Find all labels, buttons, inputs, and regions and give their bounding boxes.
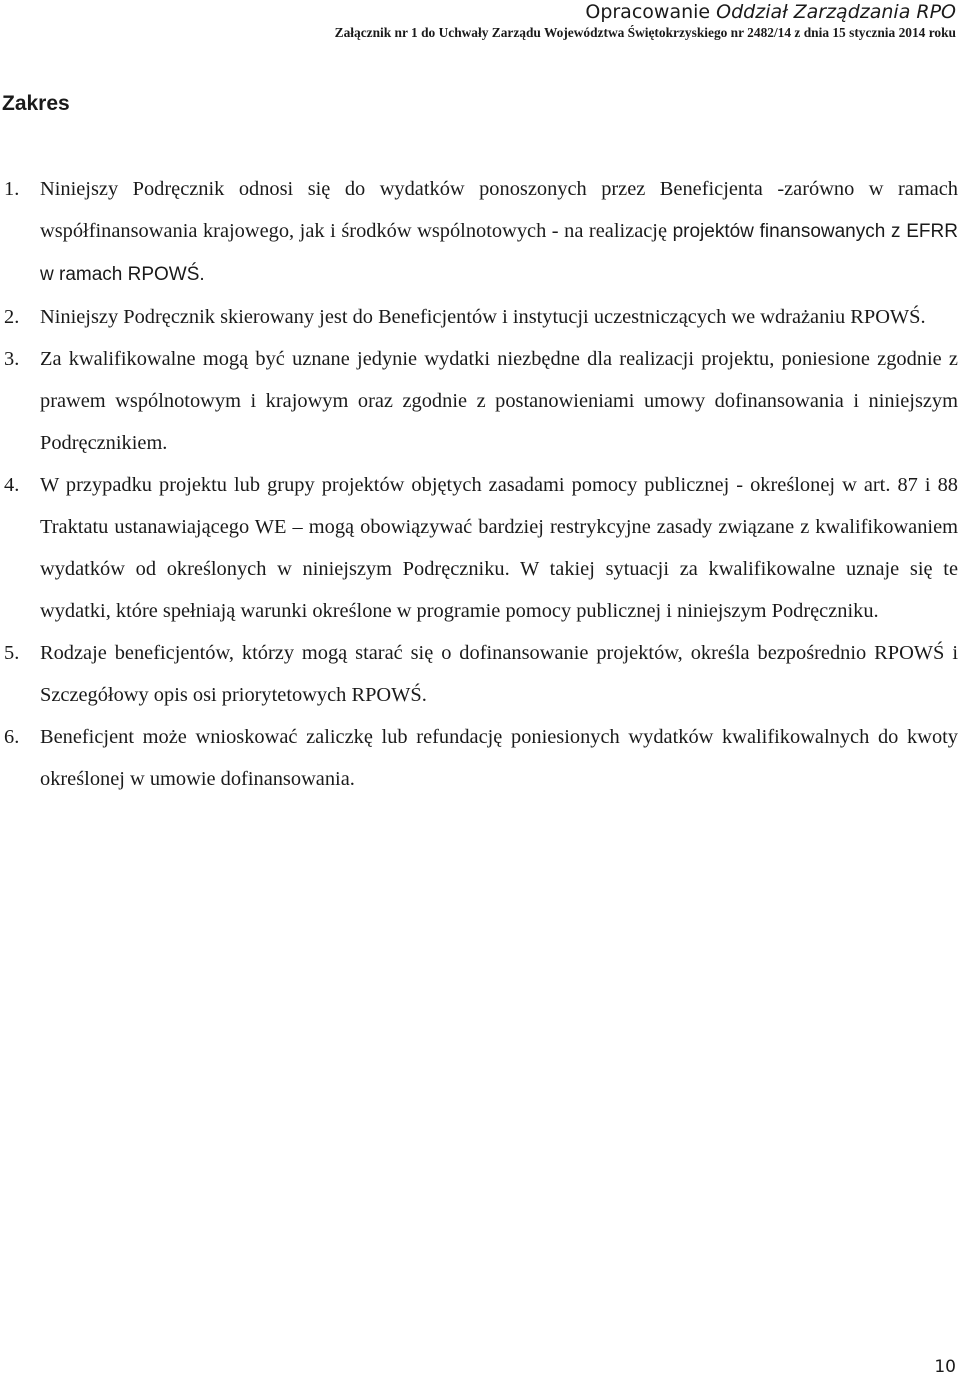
list-item [0, 464, 958, 632]
list-item-text: W przypadku projektu lub grupy projektów objętych zasadami pomocy publicznej - określonej w art. 87 i 88 Traktatu ustanawiającego WE – mogą obowiązywać bardziej restrykcyjne zasady związane z kwalifikowaniem wydatków od określonych w niniejszym Podręczniku. W takiej sytuacji za kwalifikowalne uznaje się te wydatki, które spełniają warunki określone w programie pomocy publicznej i niniejszym Podręczniku. [40, 474, 958, 622]
list-item [0, 632, 958, 716]
list-item-text: Beneficjent może wnioskować zaliczkę lub refundację poniesionych wydatków kwalifikowalnych do kwoty określonej w umowie dofinansowania. [40, 726, 958, 790]
list-item-text: Za kwalifikowalne mogą być uznane jedynie wydatki niezbędne dla realizacji projektu, poniesione zgodnie z prawem wspólnotowym i krajowym oraz zgodnie z postanowieniami umowy dofinansowania i niniejszym Podręcznikiem. [40, 348, 958, 454]
list-item [0, 338, 958, 464]
list-item-number: 1. [4, 178, 20, 200]
list-item [0, 296, 958, 338]
list-item-number: 6. [4, 726, 20, 748]
list-item-number: 5. [4, 642, 20, 664]
provisions-list [0, 168, 958, 800]
header-subtitle: Załącznik nr 1 do Uchwały Zarządu Województwa Świętokrzyskiego nr 2482/14 z dnia 15 stycznia 2014 roku [334, 25, 956, 40]
list-item-text: Niniejszy Podręcznik odnosi się do wydatków ponoszonych przez Beneficjenta -zarówno w ramach współfinansowania krajowego, jak i środków wspólnotowych - na realizację [40, 178, 958, 242]
section-title: Zakres [2, 92, 70, 115]
list-item-text-continued: projektów finansowanych z EFRR w ramach RPOWŚ. [40, 221, 958, 285]
list-item-number: 2. [4, 306, 20, 328]
list-item [0, 716, 958, 800]
list-item-text: Rodzaje beneficjentów, którzy mogą starać się o dofinansowanie projektów, określa bezpośrednio RPOWŚ i Szczegółowy opis osi priorytetowych RPOWŚ. [40, 642, 958, 706]
list-item-number: 3. [4, 348, 20, 370]
list-item [0, 168, 958, 296]
list-item-number: 4. [4, 474, 20, 496]
page-number: 10 [934, 1357, 956, 1377]
header-department [585, 0, 956, 24]
header-department-name: Oddział Zarządzania RPO [716, 1, 956, 23]
header-prefix: Opracowanie [585, 1, 717, 23]
list-item-text: Niniejszy Podręcznik skierowany jest do Beneficjentów i instytucji uczestniczących we wdrażaniu RPOWŚ. [40, 306, 926, 328]
